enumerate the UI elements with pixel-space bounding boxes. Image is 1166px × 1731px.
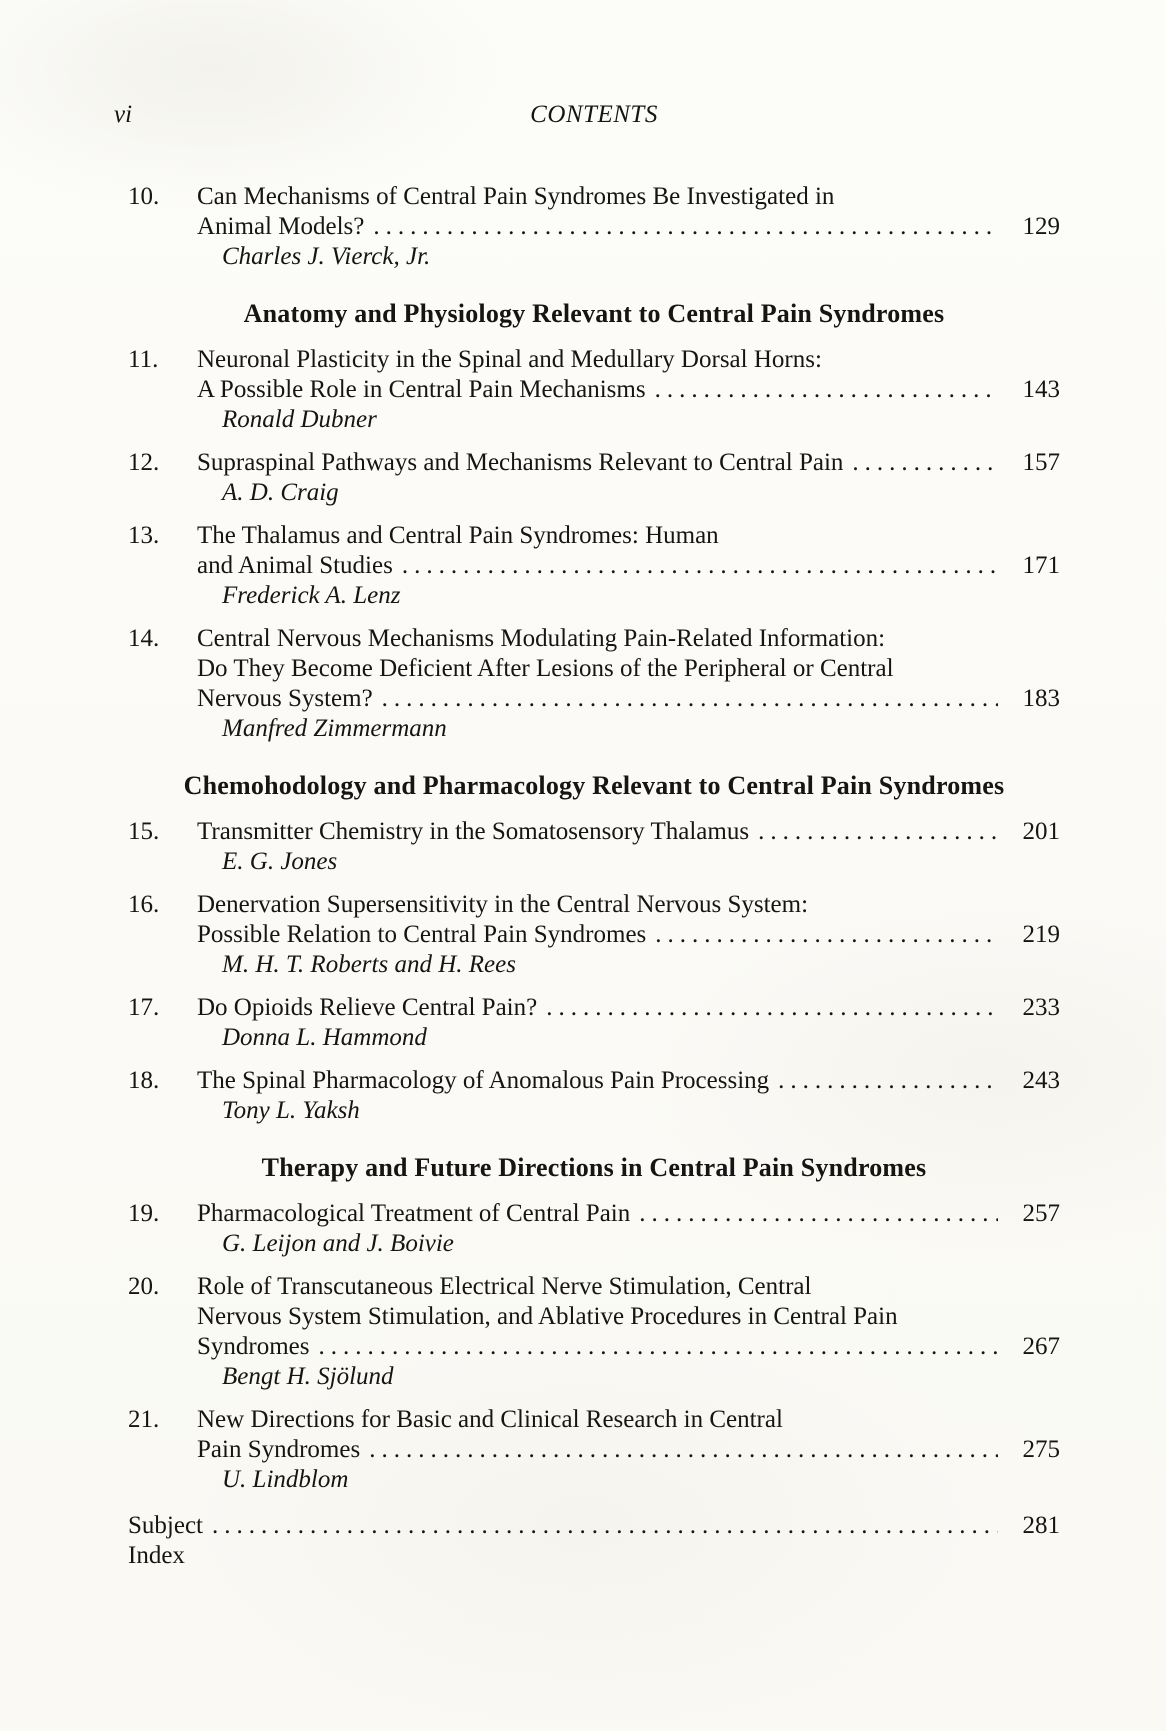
dot-leader [402,551,998,581]
title-line: Central Nervous Mechanisms Modulating Pain-Related Information: [197,625,886,652]
title-line: New Directions for Basic and Clinical Research in Central [197,1406,783,1433]
title-dotline [197,551,1060,581]
entry-body [197,817,1060,877]
toc-entry [128,624,1060,744]
page-number: 171 [1022,552,1060,579]
title-line: The Thalamus and Central Pain Syndromes: Human [197,522,719,549]
author-line: A. D. Craig [222,479,339,506]
page-number: 275 [1022,1436,1060,1463]
dot-leader [369,1435,998,1465]
folio-page-number: vi [114,101,133,128]
dot-leader [758,817,998,847]
title-line: Transmitter Chemistry in the Somatosensory Thalamus [197,818,750,845]
page-number: 243 [1022,1067,1060,1094]
title-dotline [197,1332,1060,1362]
dot-leader [639,1199,998,1229]
author-line: Bengt H. Sjölund [222,1363,394,1390]
toc-entry [128,521,1060,611]
title-line: Nervous System? [197,685,373,712]
dot-leader [546,993,998,1023]
toc-entry [128,1066,1060,1126]
page-number: 143 [1022,376,1060,403]
toc-list [128,182,1060,1571]
title-line: Pain Syndromes [197,1436,361,1463]
title-line: Do They Become Deficient After Lesions of the Peripheral or Central [197,655,894,682]
chapter-number: 20. [128,1273,160,1300]
author-line: Donna L. Hammond [222,1024,427,1051]
entry-body [197,890,1060,980]
toc-entry [128,182,1060,272]
title-dotline [197,1435,1060,1465]
author-line: Manfred Zimmermann [222,715,447,742]
toc-entry [128,345,1060,435]
page-number: 183 [1022,685,1060,712]
title-line: The Spinal Pharmacology of Anomalous Pain Processing [197,1067,770,1094]
title-line: Syndromes [197,1333,310,1360]
title-line: Role of Transcutaneous Electrical Nerve Stimulation, Central [197,1273,812,1300]
title-dotline [197,375,1060,405]
section-heading: Anatomy and Physiology Relevant to Central Pain Syndromes [243,299,945,328]
page-number: 129 [1022,213,1060,240]
title-line: Pharmacological Treatment of Central Pain [197,1200,631,1227]
title-dotline [197,448,1060,478]
dot-leader [212,1511,998,1541]
chapter-number: 17. [128,994,160,1021]
title-line: Supraspinal Pathways and Mechanisms Relevant to Central Pain [197,449,844,476]
entry-body [197,345,1060,435]
title-dotline [197,684,1060,714]
entry-body [197,1066,1060,1126]
entry-body [197,521,1060,611]
dot-leader [655,920,998,950]
title-line: Do Opioids Relieve Central Pain? [197,994,538,1021]
chapter-number: 12. [128,449,160,476]
title-line: Can Mechanisms of Central Pain Syndromes Be Investigated in [197,183,835,210]
page-number: 267 [1022,1333,1060,1360]
chapter-number: 13. [128,522,160,549]
dot-leader [778,1066,998,1096]
page-number: 233 [1022,994,1060,1021]
dot-leader [319,1332,999,1362]
page-number: 257 [1022,1200,1060,1227]
entry-body [197,448,1060,508]
title-dotline [197,1066,1060,1096]
subject-index-row [128,1511,1060,1571]
page-number: 201 [1022,818,1060,845]
author-line: Frederick A. Lenz [222,582,401,609]
title-line: Possible Relation to Central Pain Syndromes [197,921,647,948]
author-line: E. G. Jones [222,848,338,875]
chapter-number: 10. [128,183,160,210]
title-dotline [197,920,1060,950]
entry-body [197,1272,1060,1392]
chapter-number: 21. [128,1406,160,1433]
page-number: 281 [1022,1512,1060,1539]
author-line: Charles J. Vierck, Jr. [222,243,431,270]
title-dotline [197,993,1060,1023]
entry-body [197,182,1060,272]
dot-leader [655,375,998,405]
chapter-number: 18. [128,1067,160,1094]
entry-body [197,624,1060,744]
page-number: 219 [1022,921,1060,948]
toc-entry [128,890,1060,980]
entry-body [197,1405,1060,1495]
chapter-number: 15. [128,818,160,845]
dot-leader [382,684,998,714]
title-dotline [197,817,1060,847]
author-line: M. H. T. Roberts and H. Rees [222,951,516,978]
toc-entry [128,817,1060,877]
title-line: Animal Models? [197,213,365,240]
running-head-title: CONTENTS [530,101,658,128]
author-line: Tony L. Yaksh [222,1097,360,1124]
chapter-number: 11. [128,346,159,373]
page-number: 157 [1022,449,1060,476]
entry-body [197,1199,1060,1259]
dot-leader [373,212,998,242]
author-line: G. Leijon and J. Boivie [222,1230,454,1257]
chapter-number: 14. [128,625,160,652]
title-line: Neuronal Plasticity in the Spinal and Medullary Dorsal Horns: [197,346,822,373]
chapter-number: 19. [128,1200,160,1227]
title-dotline [197,1199,1060,1229]
title-line: Nervous System Stimulation, and Ablative Procedures in Central Pain [197,1303,898,1330]
page-header [114,100,1060,130]
title-line: Denervation Supersensitivity in the Central Nervous System: [197,891,809,918]
title-line: A Possible Role in Central Pain Mechanisms [197,376,646,403]
dot-leader [852,448,998,478]
chapter-number: 16. [128,891,160,918]
title-dotline [197,212,1060,242]
toc-entry [128,1272,1060,1392]
entry-body [197,993,1060,1053]
title-line: and Animal Studies [197,552,393,579]
author-line: U. Lindblom [222,1466,349,1493]
section-heading: Therapy and Future Directions in Central Pain Syndromes [261,1153,927,1182]
author-line: Ronald Dubner [222,406,377,433]
toc-entry [128,1199,1060,1259]
toc-entry [128,993,1060,1053]
toc-entry [128,448,1060,508]
toc-entry [128,1405,1060,1495]
index-title: Subject Index [128,1512,203,1569]
section-heading: Chemohodology and Pharmacology Relevant to Central Pain Syndromes [183,771,1005,800]
